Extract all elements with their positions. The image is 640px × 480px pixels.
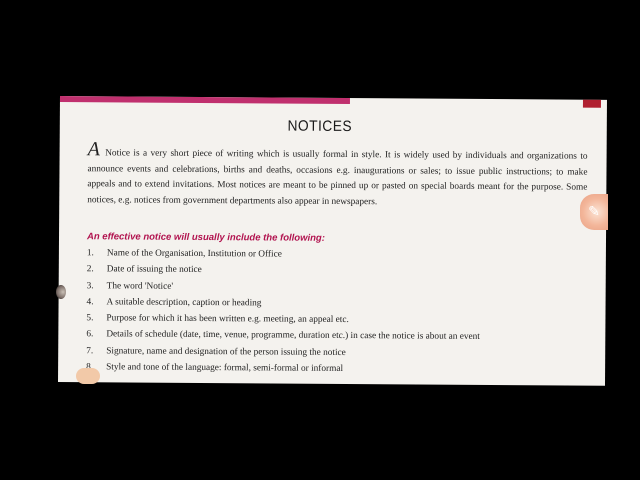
floating-small-button[interactable] (76, 368, 100, 384)
list-item-text: Purpose for which it has been written e.g. meeting, an appeal etc. (106, 313, 349, 326)
list-item-number: 1. (86, 248, 94, 259)
floating-edit-button[interactable] (580, 194, 608, 230)
intro-text: Notice is a very short piece of writing which is usually formal in style. It is widely used by individuals and organizations to announce events and celebrations, births and deaths, occasions e.g. inaugurations or sales; to issue public instructions; to make appeals and to extend invitations. Most notices are meant to be pinned up or pasted on special boards meant for the purpose. Some notices, e.g. notices from government departments also appear in newspapers. (87, 148, 588, 207)
page-title: NOTICES (287, 117, 353, 136)
list-item-text: Signature, name and designation of the person issuing the notice (106, 346, 346, 358)
list-item-number: 7. (86, 345, 94, 357)
list-item-number: 6. (86, 329, 94, 340)
list-item-number: 3. (86, 280, 94, 291)
list-item-text: Details of schedule (date, time, venue, programme, duration etc.) in case the notice is about an event (106, 329, 480, 343)
list-item-number: 4. (86, 297, 94, 308)
finger-shadow (56, 285, 66, 299)
document-page (58, 96, 607, 386)
section-subheading: An effective notice will usually include the following: (86, 231, 325, 244)
list-item-text: Date of issuing the notice (106, 264, 202, 276)
list-item-number: 5. (86, 313, 94, 324)
top-color-band (60, 96, 350, 104)
requirements-list (86, 245, 587, 379)
intro-paragraph (87, 138, 588, 211)
list-item-text: The word 'Notice' (106, 280, 174, 292)
drop-cap: A (87, 138, 100, 161)
list-item-text: Style and tone of the language: formal, semi-formal or informal (106, 362, 344, 375)
list-item (86, 359, 586, 379)
list-item-number: 2. (86, 264, 94, 275)
list-item-text: Name of the Organisation, Institution or Office (106, 248, 282, 260)
page-corner-tag (583, 98, 601, 108)
pencil-icon: ✎ (588, 204, 600, 220)
list-item-text: A suitable description, caption or heading (106, 297, 262, 309)
